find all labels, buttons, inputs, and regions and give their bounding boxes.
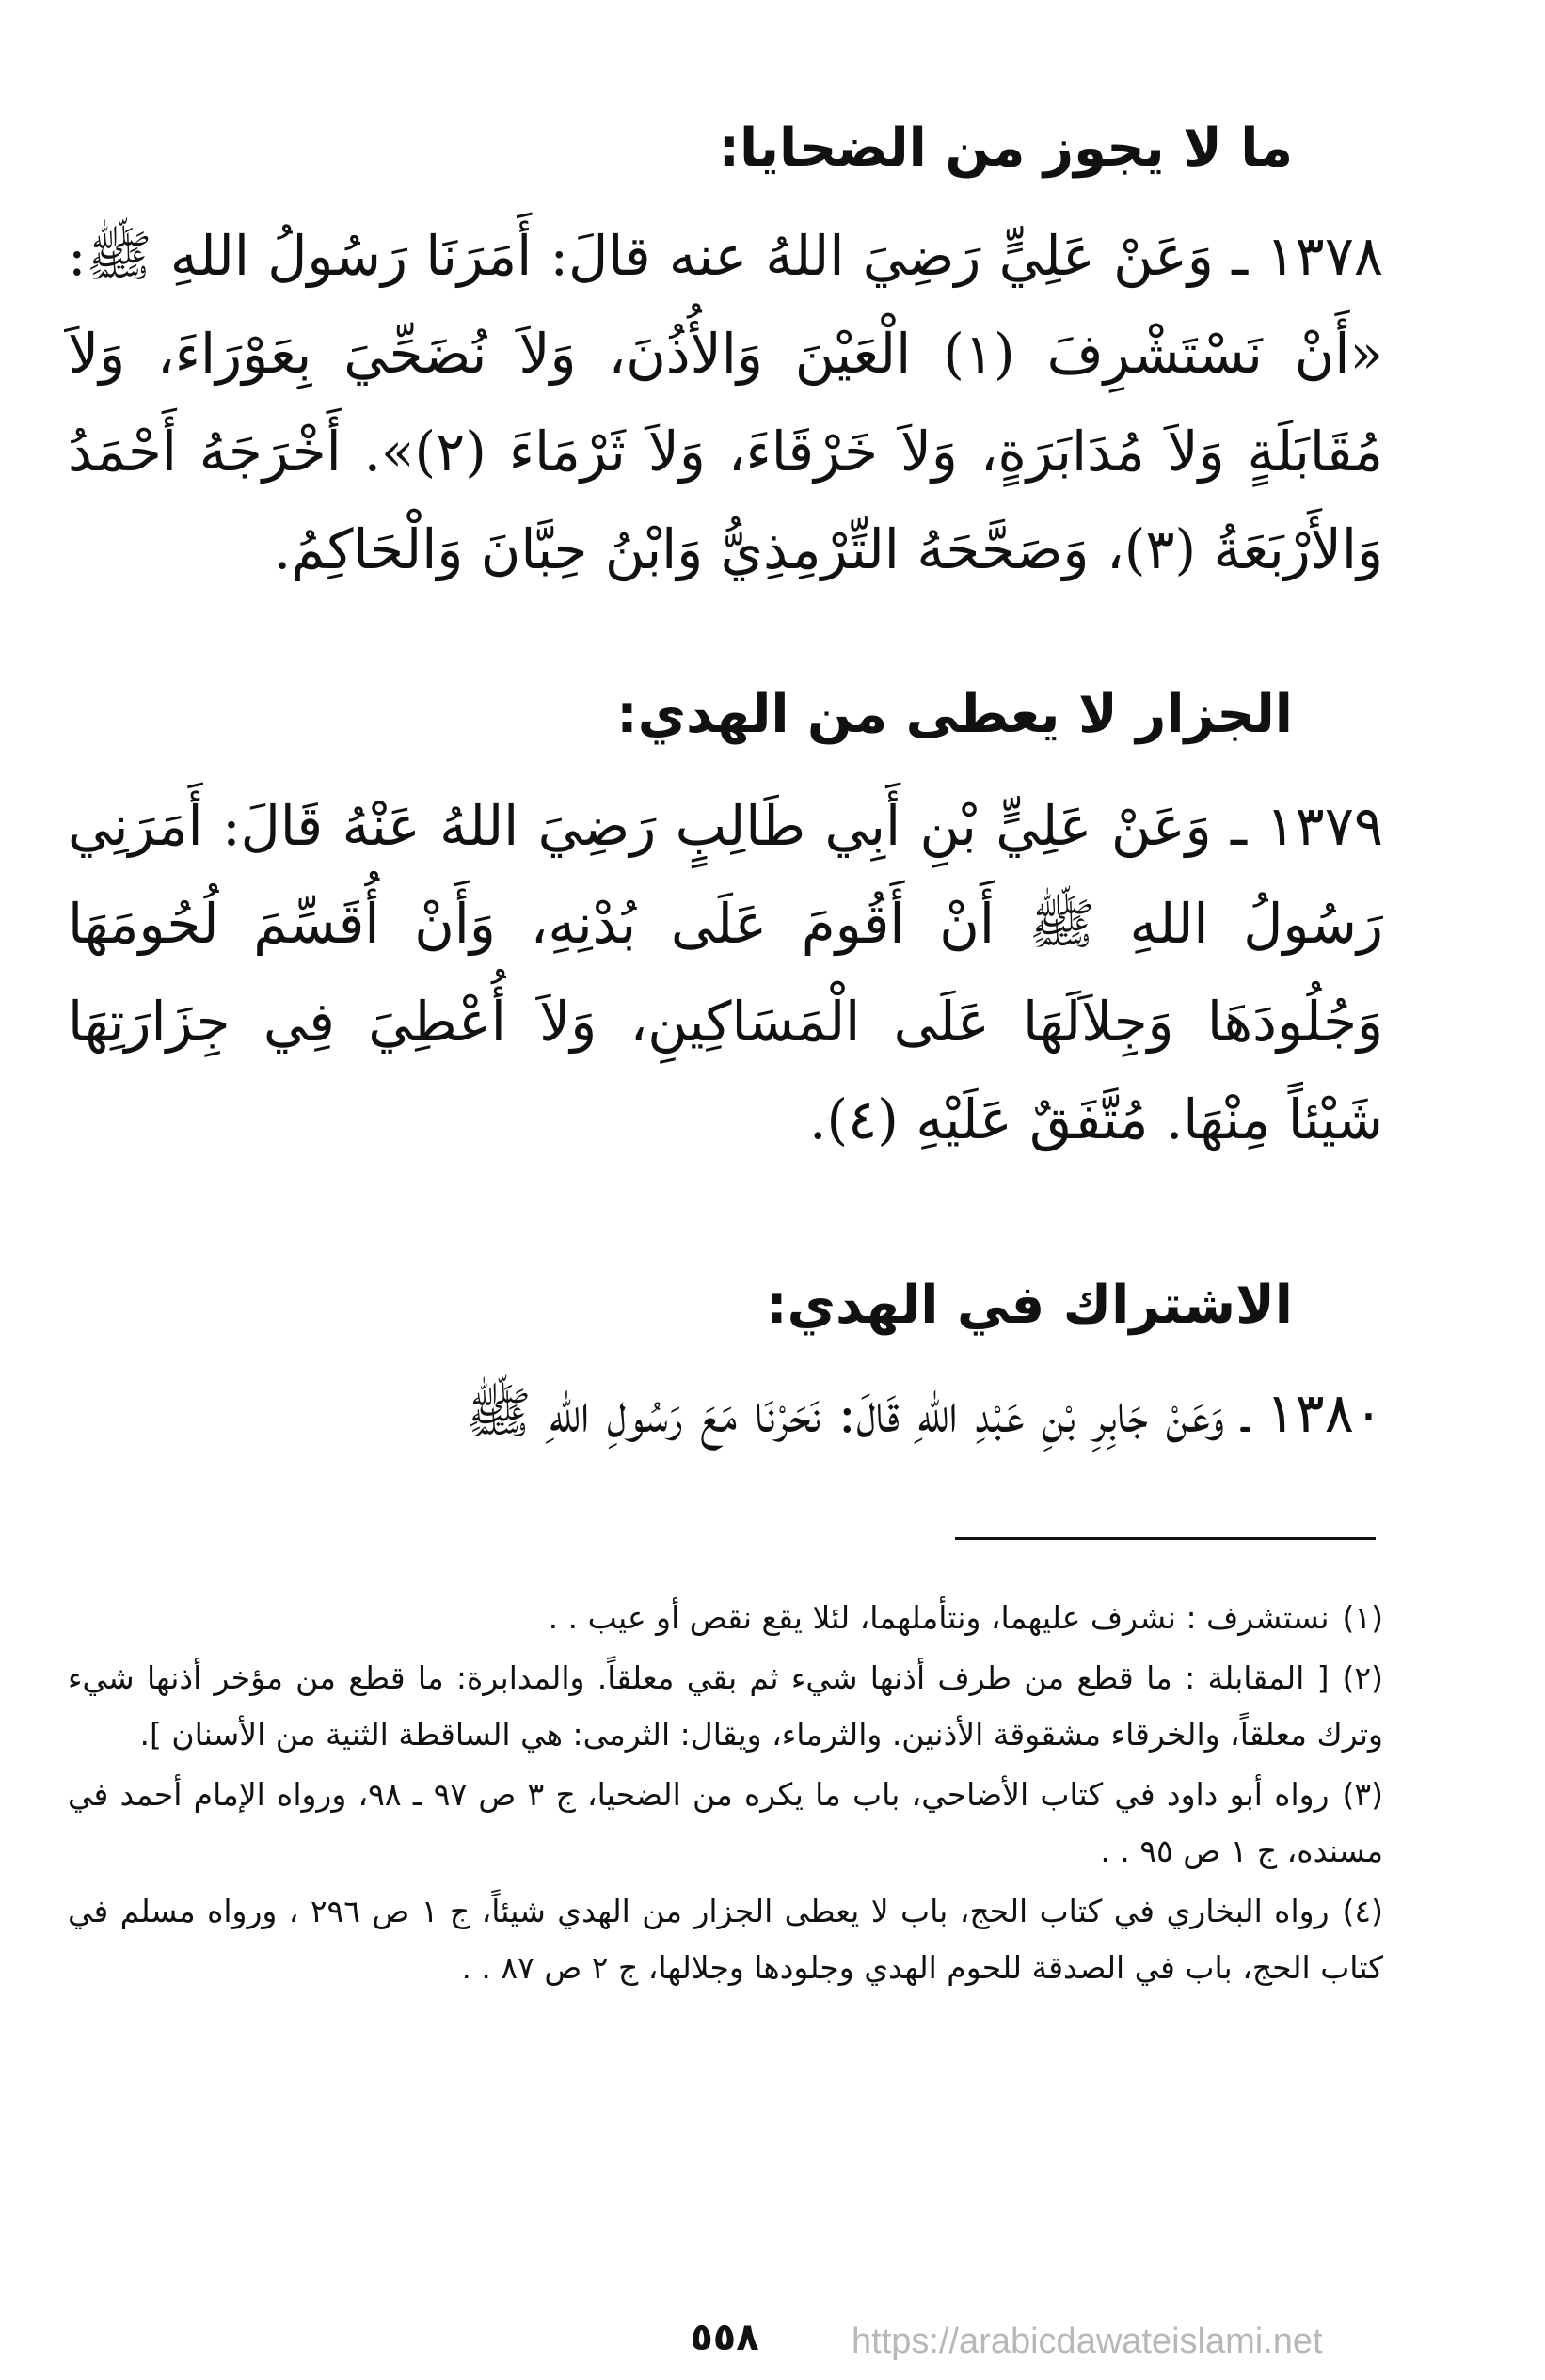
hadith-1378: ١٣٧٨ ـ وَعَنْ عَلِيٍّ رَضِيَ اللهُ عنه قالَ: أَمَرَنَا رَسُولُ اللهِ ﷺ: «أَنْ نَسْتَشْرِفَ (١) الْعَيْنَ وَالأُذُنَ، وَلاَ نُضَحِّيَ بِعَوْرَاءَ، وَلاَ مُقَابَلَةٍ وَلاَ مُدَابَرَةٍ، وَلاَ خَرْقَاءَ، وَلاَ ثَرْمَاءَ (٢)». أَخْرَجَهُ أَحْمَدُ وَالأَرْبَعَةُ (٣)، وَصَحَّحَهُ التِّرْمِذِيُّ وَابْنُ حِبَّانَ وَالْحَاكِمُ. xyxy=(68,224,1384,581)
hadith-1380: ١٣٨٠ ـ وَعَنْ جَابِرِ بْنِ عَبْدِ اللهِ قَالَ: نَحَرْنَا مَعَ رَسُولِ اللهِ ﷺ xyxy=(465,1381,1383,1445)
section-heading-sharing: الاشتراك في الهدي: xyxy=(766,1275,1293,1336)
footnote-3 xyxy=(68,1767,1383,1880)
footnote-divider xyxy=(955,1537,1376,1540)
footnote-text: رواه أبو داود في كتاب الأضاحي، باب ما يكره من الضحيا، ج ٣ ص ٩٧ ـ ٩٨، ورواه الإمام أحمد في مسنده، ج ١ ص ٩٥ . . xyxy=(68,1776,1383,1869)
footnote-text: رواه البخاري في كتاب الحج، باب لا يعطى الجزار من الهدي شيئاً، ج ١ ص ٢٩٦ ، ورواه مسلم في كتاب الحج، باب في الصدقة للحوم الهدي وجلودها وجلالها، ج ٢ ص ٨٧ . . xyxy=(68,1893,1383,1986)
footnote-1 xyxy=(68,1590,1383,1646)
footnote-number: (٤) xyxy=(1342,1893,1383,1929)
section-heading-forbidden-sacrifices: ما لا يجوز من الضحايا: xyxy=(718,118,1293,179)
footnote-4 xyxy=(68,1883,1383,1996)
footnote-number: (١) xyxy=(1342,1599,1383,1636)
footnotes xyxy=(68,1590,1383,2000)
footnote-text: نستشرف : نشرف عليهما، ونتأملهما، لئلا يقع نقص أو عيب . . xyxy=(548,1599,1330,1636)
footnote-2 xyxy=(68,1650,1383,1763)
watermark-url: https://arabicdawateislami.net xyxy=(852,2322,1323,2361)
hadith-1379: ١٣٧٩ ـ وَعَنْ عَلِيٍّ بْنِ أَبِي طَالِبٍ رَضِيَ اللهُ عَنْهُ قَالَ: أَمَرَنِي رَسُولُ اللهِ ﷺ أَنْ أَقُومَ عَلَى بُدْنِهِ، وَأَنْ أُقَسِّمَ لُحُومَهَا وَجُلُودَهَا وَجِلاَلَهَا عَلَى الْمَسَاكِينِ، وَلاَ أُعْطِيَ فِي جِزَارَتِهَا شَيْئاً مِنْهَا. مُتَّفَقٌ عَلَيْهِ (٤). xyxy=(68,794,1383,1151)
footnote-number: (٢) xyxy=(1342,1659,1383,1696)
page-number: ٥٥٨ xyxy=(690,2316,759,2359)
footnote-text: [ المقابلة : ما قطع من طرف أذنها شيء ثم بقي معلقاً. والمدابرة: ما قطع من مؤخر أذنها شيء وترك معلقاً، والخرقاء مشقوقة الأذنين. والثرماء، ويقال: الثرمى: هي الساقطة الثنية من الأسنان ]. xyxy=(68,1659,1383,1753)
footnote-number: (٣) xyxy=(1342,1776,1384,1813)
section-heading-butcher: الجزار لا يعطى من الهدي: xyxy=(616,684,1293,745)
